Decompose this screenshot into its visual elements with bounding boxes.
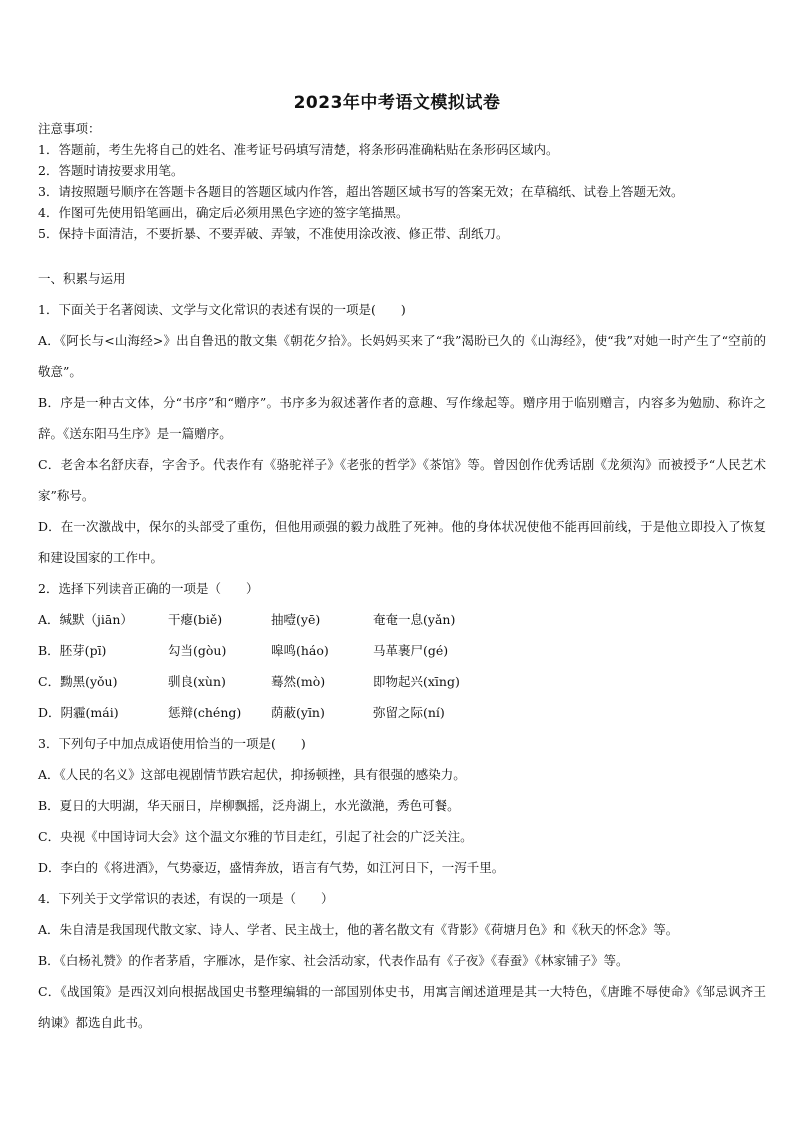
option-a: A．《人民的名义》这部电视剧情节跌宕起伏，抑扬顿挫，具有很强的感染力。 [38,767,466,782]
option-cell: 荫蔽(yīn) [271,705,325,720]
notice-heading: 注意事项： [38,121,101,136]
question-stem: 3．下列句子中加点成语使用恰当的一项是( ) [38,736,306,751]
option-d: D．在一次激战中，保尔的头部受了重伤，但他用顽强的毅力战胜了死神。他的身体状况使他不能再回前线，于是他立即投入了恢复和建设国家的工作中。 [38,519,766,565]
option-cell: 干瘪(biě) [168,612,223,627]
option-b: B．《白杨礼赞》的作者茅盾，字雁冰，是作家、社会活动家，代表作品有《子夜》《春蚕》《林家铺子》等。 [38,953,629,968]
notice-item: 3．请按照题号顺序在答题卡各题目的答题区域内作答，超出答题区域书写的答案无效；在草稿纸、试卷上答题无效。 [38,184,684,199]
option-row-c [38,666,766,697]
notice-item: 5．保持卡面清洁，不要折暴、不要弄破、弄皱，不准使用涂改液、修正带、刮纸刀。 [38,226,509,241]
option-cell: 勾当(gòu) [168,643,227,658]
notice-block [38,118,768,244]
option-cell: 马革裹尸(gé) [373,643,449,658]
page-title: 2023年中考语文模拟试卷 [293,93,501,113]
option-row-a [38,604,766,635]
question-stem: 1．下面关于名著阅读、文学与文化常识的表述有误的一项是( ) [38,302,406,317]
option-b: B．序是一种古文体，分“书序”和“赠序”。书序多为叙述著作者的意趣、写作缘起等。赠序用于临别赠言，内容多为勉励、称许之辞。《送东阳马生序》是一篇赠序。 [38,395,766,441]
notice-item: 2．答题时请按要求用笔。 [38,163,184,178]
option-c: C．央视《中国诗词大会》这个温文尔雅的节目走红，引起了社会的广泛关注。 [38,829,473,844]
notice-item: 4．作图可先使用铅笔画出，确定后必须用黑色字迹的签字笔描黑。 [38,205,409,220]
option-row-b [38,635,766,666]
option-a: A．《阿长与<山海经>》出自鲁迅的散文集《朝花夕拾》。长妈妈买来了“我”渴盼已久的《山海经》，使“我”对她一时产生了“空前的敬意”。 [38,333,766,379]
option-cell: 弥留之际(ní) [373,705,445,720]
option-b: B．夏日的大明湖，华天丽日，岸柳飘摇，泛舟湖上，水光潋滟，秀色可餐。 [38,798,460,813]
question-stem: 2．选择下列读音正确的一项是（ ） [38,581,259,596]
option-cell: 蓦然(mò) [271,674,326,689]
section-heading: 一、积累与运用 [38,271,126,286]
option-cell: 即物起兴(xīng) [373,674,460,689]
option-cell: 嗥鸣(háo) [271,643,329,658]
option-a: A．朱自清是我国现代散文家、诗人、学者、民主战士，他的著名散文有《背影》《荷塘月色》和《秋天的怀念》等。 [38,922,679,937]
option-d: D．李白的《将进酒》，气势豪迈，盛情奔放，语言有气势，如江河日下，一泻千里。 [38,860,505,875]
question-stem: 4．下列关于文学常识的表述，有误的一项是（ ） [38,891,334,906]
option-cell: A．缄默（jiān） [38,612,133,627]
questions [38,263,766,1038]
option-cell: 奄奄一息(yǎn) [373,612,456,627]
option-row-d [38,697,766,728]
option-cell: C．黝黑(yǒu) [38,674,118,689]
option-cell: 驯良(xùn) [168,674,226,689]
option-cell: 抽噎(yē) [271,612,321,627]
option-c: C．《战国策》是西汉刘向根据战国史书整理编辑的一部国别体史书，用寓言阐述道理是其一大特色，《唐雎不辱使命》《邹忌讽齐王纳谏》都选自此书。 [38,984,766,1030]
option-c: C．老舍本名舒庆春，字舍予。代表作有《骆驼祥子》《老张的哲学》《茶馆》等。曾因创作优秀话剧《龙须沟》而被授予“人民艺术家”称号。 [38,457,766,503]
option-cell: 惩辩(chéng) [168,705,242,720]
option-cell: B．胚芽(pī) [38,643,107,658]
option-cell: D．阴霾(mái) [38,705,119,720]
notice-item: 1．答题前，考生先将自己的姓名、准考证号码填写清楚，将条形码准确粘贴在条形码区域内。 [38,142,559,157]
